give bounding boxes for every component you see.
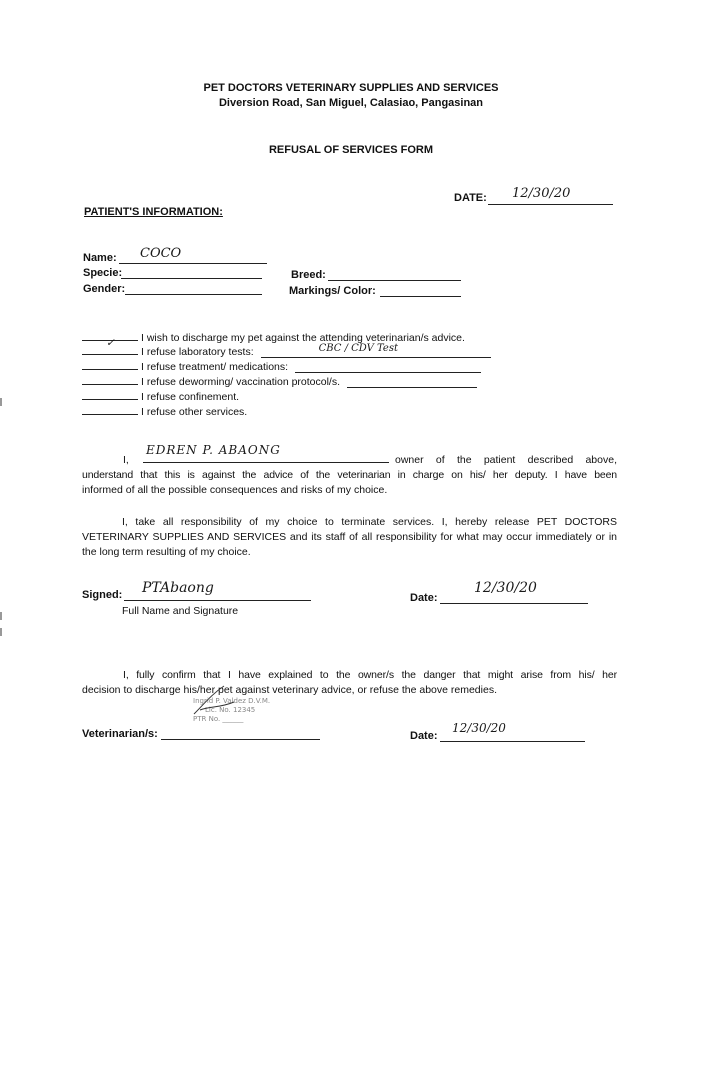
date-value: 12/30/20	[512, 186, 571, 201]
option-checkbox-line[interactable]	[82, 389, 138, 400]
scan-edge-mark	[0, 612, 2, 620]
vet-signature-mark	[190, 680, 240, 720]
option-text: I refuse deworming/ vaccination protocol/s.	[141, 376, 341, 388]
company-name: PET DOCTORS VETERINARY SUPPLIES AND SERVICES	[203, 82, 499, 94]
signature-caption: Full Name and Signature	[122, 605, 239, 617]
specie-label: Specie:	[83, 267, 123, 279]
lab-tests-value: CBC / CDV Test	[318, 343, 398, 354]
breed-line	[328, 267, 461, 281]
option-text: I refuse confinement.	[141, 391, 240, 403]
option-row-treatment	[82, 359, 481, 373]
patient-section-title: PATIENT'S INFORMATION:	[84, 206, 223, 218]
breed-label: Breed:	[291, 269, 326, 281]
stamp-line-3: PTR No. ______	[193, 715, 244, 723]
vet-statement-line1: I, fully confirm that I have explained to the owner/s the danger that might arise from his/ her	[123, 669, 617, 681]
option-row-other	[82, 404, 247, 418]
scan-edge-mark	[0, 398, 2, 406]
statement-line2: understand that this is against the advice of the veterinarian in charge on his/ her deputy. I have been	[82, 469, 617, 481]
gender-line	[125, 281, 262, 295]
date-label: DATE:	[454, 192, 487, 204]
name-label: Name:	[83, 252, 117, 264]
vet-date-label: Date:	[410, 730, 438, 742]
statement-line3: informed of all the possible consequences and risks of my choice.	[82, 484, 388, 496]
option-checkbox-line[interactable]	[82, 404, 138, 415]
signature: PTAbaong	[142, 580, 214, 596]
option-checkbox-line[interactable]	[82, 374, 138, 385]
stamp-line-2: Lic. No. 12345	[205, 706, 256, 714]
option-text: I refuse treatment/ medications:	[141, 361, 289, 373]
deworming-line	[347, 377, 477, 388]
stamp-line-1: Ingrid P. Valdez D.V.M.	[193, 697, 271, 705]
option-row-confinement	[82, 389, 239, 403]
option-checkbox-line[interactable]	[82, 359, 138, 370]
statement-line1-rest: owner of the patient described above,	[395, 454, 617, 466]
treatment-line	[295, 362, 481, 373]
release-paragraph: I, take all responsibility of my choice to terminate services. I, hereby release PET DOCTORS VETERINARY SUPPLIES AND SERVICES and its staff of all responsibility for what may occur immediately or in the long term resulting of my choice.	[82, 516, 617, 558]
vet-label: Veterinarian/s:	[82, 728, 158, 740]
owner-name-value: EDREN P. ABAONG	[146, 443, 281, 457]
option-text: I refuse laboratory tests:	[141, 346, 254, 358]
check-mark: ✓	[106, 337, 115, 349]
form-title: REFUSAL OF SERVICES FORM	[268, 144, 433, 156]
option-text: I refuse other services.	[141, 406, 248, 418]
company-address: Diversion Road, San Miguel, Calasiao, Pangasinan	[218, 97, 484, 109]
markings-line	[380, 283, 461, 297]
lab-tests-line	[261, 343, 491, 358]
signed-label: Signed:	[82, 589, 123, 601]
gender-label: Gender:	[83, 283, 126, 295]
vet-statement-line2: decision to discharge his/her pet against veterinary advice, or refuse the above remedies.	[82, 684, 497, 696]
scan-edge-mark	[0, 628, 2, 636]
option-row-deworming	[82, 374, 477, 388]
option-text: I wish to discharge my pet against the attending veterinarian/s advice.	[141, 332, 465, 344]
vet-date-value: 12/30/20	[452, 721, 506, 735]
signed-date-value: 12/30/20	[474, 580, 537, 596]
option-checkbox-line[interactable]	[82, 337, 138, 355]
signed-date-label: Date:	[410, 592, 438, 604]
statement-prefix: I,	[123, 454, 129, 466]
option-row-discharge	[82, 330, 465, 344]
markings-label: Markings/ Color:	[289, 285, 376, 297]
specie-line	[121, 265, 262, 279]
name-value: COCO	[140, 246, 182, 261]
vet-line	[161, 726, 320, 740]
